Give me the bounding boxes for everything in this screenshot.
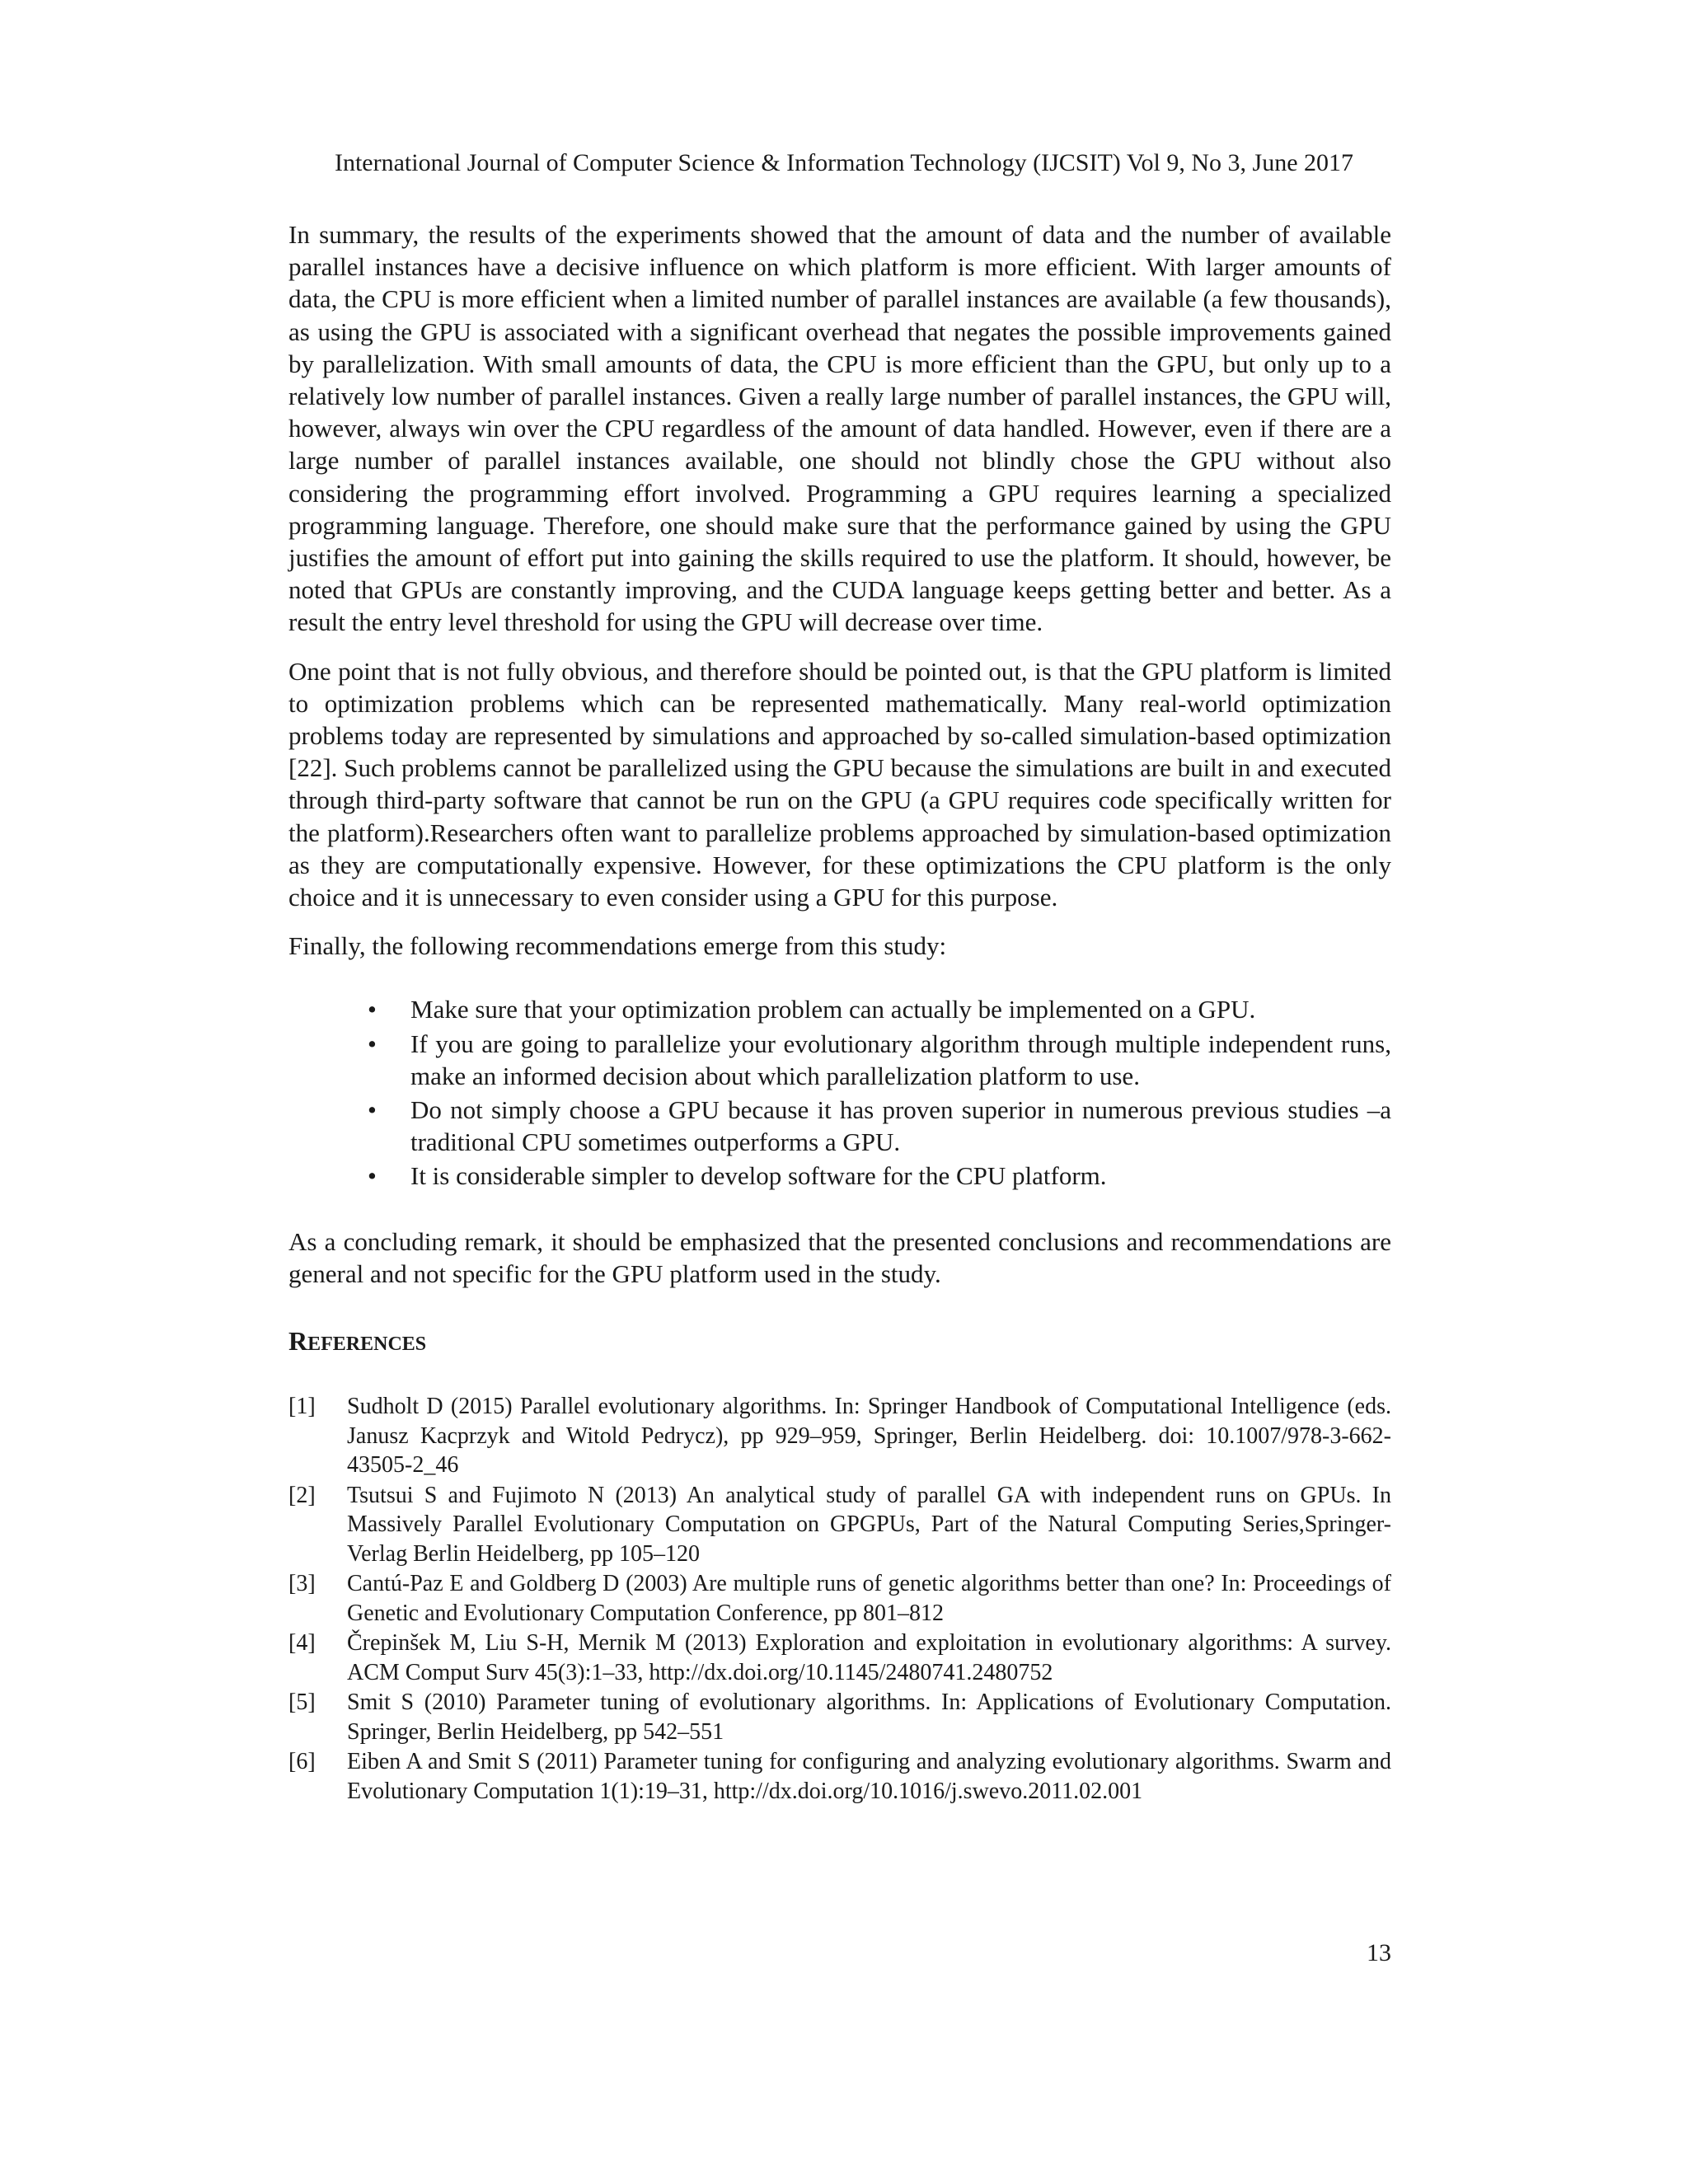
reference-item: [288, 1569, 1391, 1628]
bullet-icon: •: [368, 995, 377, 1024]
reference-item: [288, 1629, 1391, 1687]
references-heading-rest: EFERENCES: [307, 1333, 427, 1356]
page-body: [288, 218, 1391, 1807]
references-heading: [288, 1326, 1391, 1359]
reference-item: [288, 1392, 1391, 1480]
recommendations-intro: Finally, the following recommendations emerge from this study:: [288, 931, 947, 961]
list-item: [368, 1160, 1391, 1192]
reference-number: [5]: [288, 1690, 316, 1716]
reference-number: [6]: [288, 1749, 316, 1775]
reference-text: Smit S (2010) Parameter tuning of evolutionary algorithms. In: Applications of Evolutionary Computation. Springer, Berlin Heidelberg, pp 542–551: [347, 1690, 1391, 1745]
references-heading-initial: R: [288, 1326, 308, 1357]
bullet-icon: •: [368, 1161, 377, 1191]
reference-item: [288, 1747, 1391, 1806]
list-item: [368, 1028, 1391, 1092]
reference-number: [4]: [288, 1630, 316, 1657]
gpu-limitation-paragraph: One point that is not fully obvious, and therefore should be pointed out, is that the GPU platform is limited to optimization problems which can be represented mathematically. Many real-world optimization problems today are represented by simulations and approached by so-called simulation-based optimization [22]. Such problems cannot be parallelized using the GPU because the simulations are built in and executed through third-party software that cannot be run on the GPU (a GPU requires code specifically written for the platform).Researchers often want to parallelize problems approached by simulation-based optimization as they are computationally expensive. However, for these optimizations the CPU platform is the only choice and it is unnecessary to even consider using a GPU for this purpose.: [288, 656, 1391, 912]
list-item: [368, 993, 1391, 1025]
reference-item: [288, 1481, 1391, 1569]
list-item: [368, 1094, 1391, 1158]
reference-number: [3]: [288, 1571, 316, 1597]
concluding-paragraph: As a concluding remark, it should be emphasized that the presented conclusions and recommendations are general and not specific for the GPU platform used in the study.: [288, 1226, 1391, 1288]
reference-text: Cantú-Paz E and Goldberg D (2003) Are multiple runs of genetic algorithms better than one? In: Proceedings of Genetic and Evolutionary Computation Conference, pp 801–812: [347, 1571, 1391, 1626]
reference-item: [288, 1688, 1391, 1746]
recommendations-list: [288, 993, 1391, 1192]
references-list: [288, 1392, 1391, 1806]
list-item-text: Make sure that your optimization problem can actually be implemented on a GPU.: [410, 995, 1256, 1024]
summary-paragraph: In summary, the results of the experiments showed that the amount of data and the number of available parallel instances have a decisive influence on which platform is more efficient. With larger amounts of data, the CPU is more efficient when a limited number of parallel instances are available (a few thousands), as using the GPU is associated with a significant overhead that negates the possible improvements gained by parallelization. With small amounts of data, the CPU is more efficient than the GPU, but only up to a relatively low number of parallel instances. Given a really large number of parallel instances, the GPU will, however, always win over the CPU regardless of the amount of data handled. However, even if there are a large number of parallel instances available, one should not blindly chose the GPU without also considering the programming effort involved. Programming a GPU requires learning a specialized programming language. Therefore, one should make sure that the performance gained by using the GPU justifies the amount of effort put into gaining the skills required to use the platform. It should, however, be noted that GPUs are constantly improving, and the CUDA language keeps getting better and better. As a result the entry level threshold for using the GPU will decrease over time.: [288, 220, 1391, 637]
reference-text: Tsutsui S and Fujimoto N (2013) An analytical study of parallel GA with independent runs on GPUs. In Massively Parallel Evolutionary Computation on GPGPUs, Part of the Natural Computing Series,Springer-Verlag Berlin Heidelberg, pp 105–120: [347, 1482, 1391, 1567]
reference-text: Črepinšek M, Liu S-H, Mernik M (2013) Exploration and exploitation in evolutionary algorithms: A survey. ACM Comput Surv 45(3):1–33, http://dx.doi.org/10.1145/2480741.2480752: [347, 1630, 1391, 1685]
bullet-icon: •: [368, 1095, 377, 1125]
page-number: 13: [1367, 1939, 1391, 1966]
reference-text: Eiben A and Smit S (2011) Parameter tuning for configuring and analyzing evolutionary algorithms. Swarm and Evolutionary Computation 1(1):19–31, http://dx.doi.org/10.1016/j.swevo.2011.02.001: [347, 1749, 1391, 1804]
reference-text: Sudholt D (2015) Parallel evolutionary algorithms. In: Springer Handbook of Computational Intelligence (eds. Janusz Kacprzyk and Witold Pedrycz), pp 929–959, Springer, Berlin Heidelberg. doi: 10.1007/978-3-662-43505-2_46: [347, 1394, 1391, 1479]
list-item-text: Do not simply choose a GPU because it has proven superior in numerous previous studies –a traditional CPU sometimes outperforms a GPU.: [410, 1095, 1391, 1157]
reference-number: [1]: [288, 1394, 316, 1420]
list-item-text: If you are going to parallelize your evolutionary algorithm through multiple independent runs, make an informed decision about which parallelization platform to use.: [410, 1029, 1391, 1090]
bullet-icon: •: [368, 1029, 377, 1058]
reference-number: [2]: [288, 1482, 316, 1508]
running-header: International Journal of Computer Science & Information Technology (IJCSIT) Vol 9, No 3, June 2017: [334, 149, 1354, 176]
list-item-text: It is considerable simpler to develop software for the CPU platform.: [410, 1161, 1107, 1191]
